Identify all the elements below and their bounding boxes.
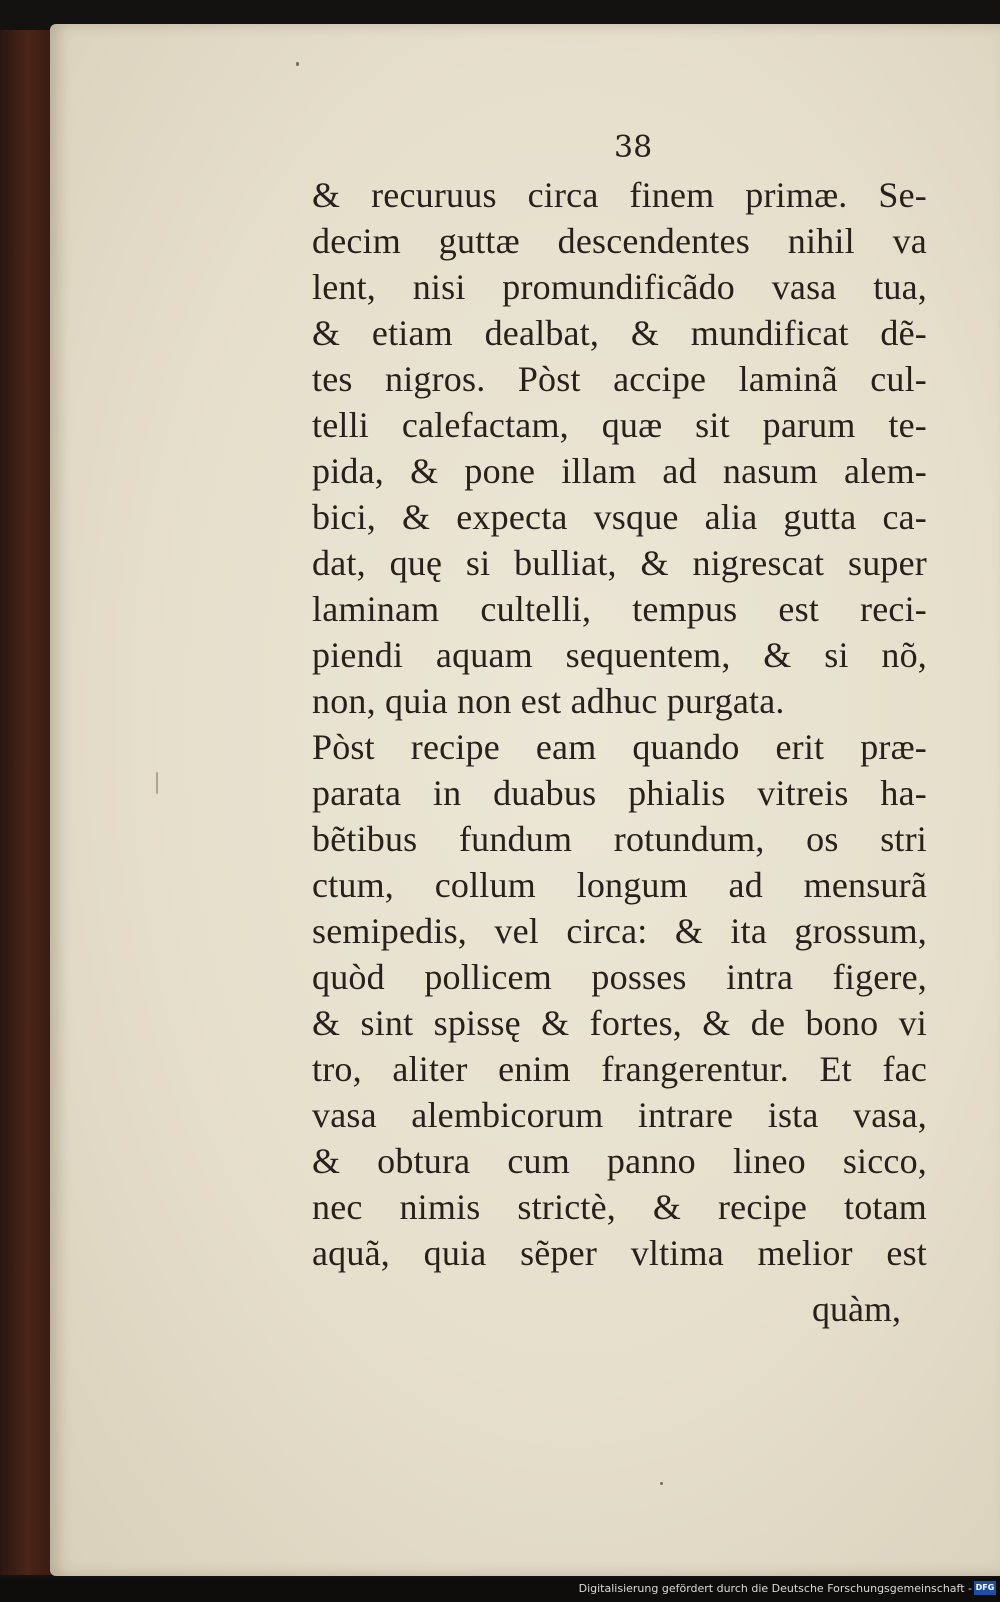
text-line: semipedis, vel circa: & ita grossum, [312,911,927,951]
text-line: & recuruus circa finem primæ. Se- [312,175,927,215]
text-line: Pòst recipe eam quando erit præ- [312,727,927,767]
text-line: dat, quę si bulliat, & nigrescat super [312,543,927,583]
paper-speck [156,772,158,794]
text-line: laminam cultelli, tempus est reci- [312,589,927,629]
digitization-credit: Digitalisierung gefördert durch die Deutsche Forschungsgemeinschaft - [578,1582,972,1595]
text-line: bẽtibus fundum rotundum, os stri [312,819,927,859]
text-line: quòd pollicem posses intra figere, [312,957,927,997]
text-line: & sint spissę & fortes, & de bono vi [312,1003,927,1043]
text-line: vasa alembicorum intrare ista vasa, [312,1095,927,1135]
catchword: quàm, [812,1289,901,1329]
text-line: lent, nisi promundificãdo vasa tua, [312,267,927,307]
text-line: piendi aquam sequentem, & si nõ, [312,635,927,675]
text-line: nec nimis strictè, & recipe totam [312,1187,927,1227]
text-line: pida, & pone illam ad nasum alem- [312,451,927,491]
text-line: & etiam dealbat, & mundificat dẽ- [312,313,927,353]
paper-speck [660,1482,663,1485]
text-line: bici, & expecta vsque alia gutta ca- [312,497,927,537]
page-text-block [312,172,927,1276]
text-line: decim guttæ descendentes nihil va [312,221,927,261]
page-number: 38 [614,130,653,165]
dfg-logo-icon: DFG [974,1581,996,1595]
text-line: parata in duabus phialis vitreis ha- [312,773,927,813]
text-line: ctum, collum longum ad mensurã [312,865,927,905]
text-line: non, quia non est adhuc purgata. [312,681,785,721]
text-line: & obtura cum panno lineo sicco, [312,1141,927,1181]
text-line: telli calefactam, quæ sit parum te- [312,405,927,445]
paper-speck [296,62,299,66]
text-line: tes nigros. Pòst accipe laminã cul- [312,359,927,399]
text-line: tro, aliter enim frangerentur. Et fac [312,1049,927,1089]
text-line: aquã, quia sẽper vltima melior est [312,1233,927,1273]
